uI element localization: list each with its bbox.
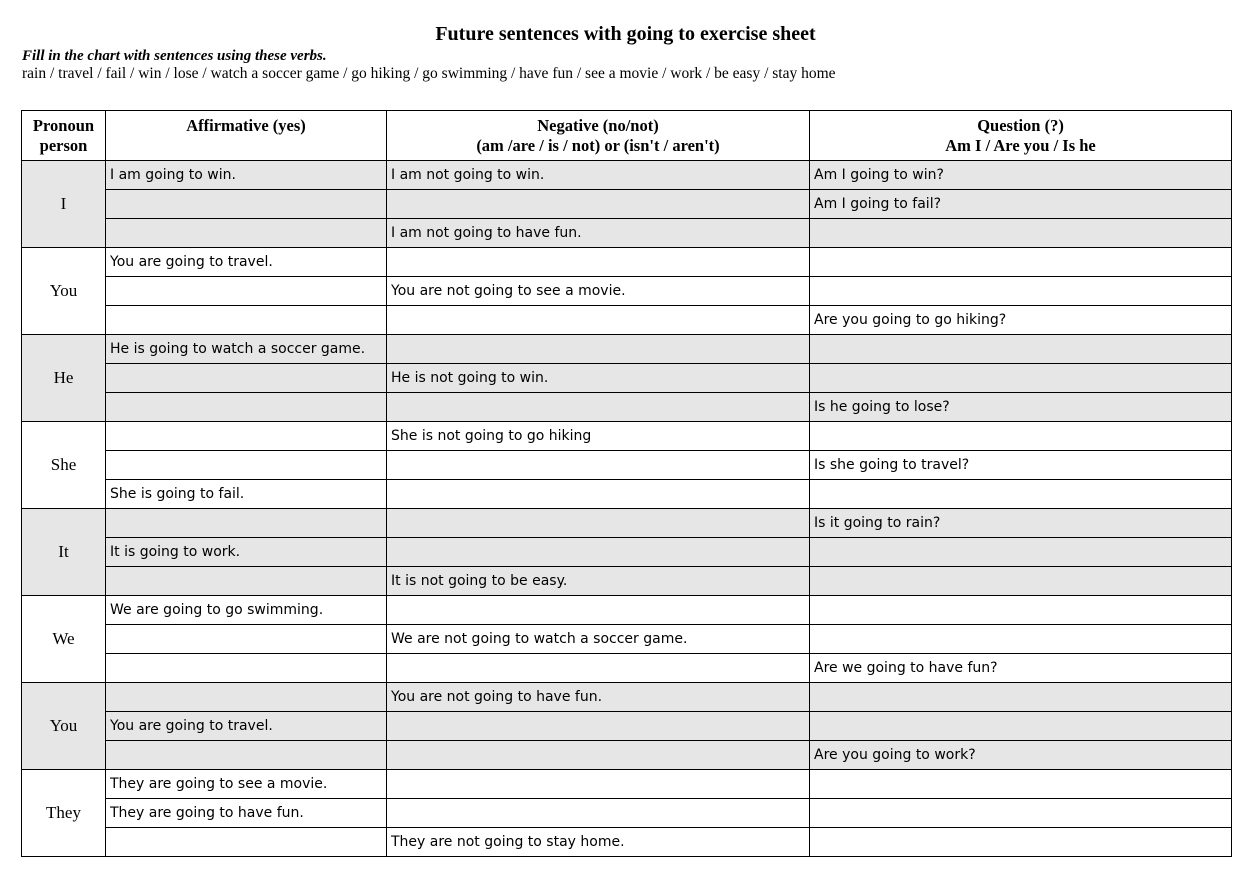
negative-cell[interactable] bbox=[387, 248, 810, 277]
negative-cell[interactable] bbox=[387, 335, 810, 364]
question-cell[interactable] bbox=[810, 248, 1232, 277]
table-row bbox=[22, 770, 1232, 799]
negative-cell[interactable] bbox=[387, 306, 810, 335]
question-cell[interactable] bbox=[810, 625, 1232, 654]
table-row bbox=[22, 654, 1232, 683]
pronoun-cell: They bbox=[22, 770, 106, 857]
negative-cell[interactable] bbox=[387, 654, 810, 683]
negative-cell[interactable] bbox=[387, 799, 810, 828]
header-affirmative: Affirmative (yes) bbox=[106, 111, 387, 161]
table-row bbox=[22, 335, 1232, 364]
affirmative-cell[interactable]: You are going to travel. bbox=[106, 712, 387, 741]
header-question-line1: Question (?) bbox=[977, 115, 1064, 135]
table-header-row bbox=[22, 111, 1232, 161]
table-row bbox=[22, 741, 1232, 770]
affirmative-cell[interactable] bbox=[106, 393, 387, 422]
question-cell[interactable] bbox=[810, 770, 1232, 799]
header-negative bbox=[387, 111, 810, 161]
pronoun-cell: You bbox=[22, 248, 106, 335]
table-row bbox=[22, 451, 1232, 480]
table-row bbox=[22, 306, 1232, 335]
pronoun-cell: She bbox=[22, 422, 106, 509]
negative-cell[interactable] bbox=[387, 741, 810, 770]
question-cell[interactable]: Am I going to fail? bbox=[810, 190, 1232, 219]
pronoun-cell: I bbox=[22, 161, 106, 248]
question-cell[interactable]: Is he going to lose? bbox=[810, 393, 1232, 422]
pronoun-cell: We bbox=[22, 596, 106, 683]
affirmative-cell[interactable]: It is going to work. bbox=[106, 538, 387, 567]
exercise-table bbox=[21, 110, 1232, 857]
negative-cell[interactable]: It is not going to be easy. bbox=[387, 567, 810, 596]
affirmative-cell[interactable]: We are going to go swimming. bbox=[106, 596, 387, 625]
table-row bbox=[22, 567, 1232, 596]
negative-cell[interactable] bbox=[387, 451, 810, 480]
pronoun-cell: It bbox=[22, 509, 106, 596]
question-cell[interactable] bbox=[810, 683, 1232, 712]
header-pronoun-line2: person bbox=[39, 135, 88, 155]
question-cell[interactable]: Is it going to rain? bbox=[810, 509, 1232, 538]
table-row bbox=[22, 190, 1232, 219]
question-cell[interactable]: Is she going to travel? bbox=[810, 451, 1232, 480]
table-row bbox=[22, 828, 1232, 857]
header-pronoun-line1: Pronoun bbox=[32, 115, 95, 135]
affirmative-cell[interactable] bbox=[106, 654, 387, 683]
header-pronoun bbox=[22, 111, 106, 161]
affirmative-cell[interactable] bbox=[106, 451, 387, 480]
question-cell[interactable]: Are we going to have fun? bbox=[810, 654, 1232, 683]
question-cell[interactable] bbox=[810, 538, 1232, 567]
page-title: Future sentences with going to exercise sheet bbox=[435, 23, 816, 45]
question-cell[interactable] bbox=[810, 712, 1232, 741]
negative-cell[interactable]: He is not going to win. bbox=[387, 364, 810, 393]
question-cell[interactable] bbox=[810, 480, 1232, 509]
table-row bbox=[22, 683, 1232, 712]
question-cell[interactable]: Are you going to work? bbox=[810, 741, 1232, 770]
question-cell[interactable] bbox=[810, 567, 1232, 596]
negative-cell[interactable] bbox=[387, 480, 810, 509]
table-row bbox=[22, 538, 1232, 567]
affirmative-cell[interactable] bbox=[106, 364, 387, 393]
affirmative-cell[interactable]: You are going to travel. bbox=[106, 248, 387, 277]
negative-cell[interactable] bbox=[387, 538, 810, 567]
affirmative-cell[interactable]: She is going to fail. bbox=[106, 480, 387, 509]
header-question bbox=[810, 111, 1232, 161]
negative-cell[interactable] bbox=[387, 509, 810, 538]
negative-cell[interactable]: We are not going to watch a soccer game. bbox=[387, 625, 810, 654]
affirmative-cell[interactable] bbox=[106, 625, 387, 654]
table-row bbox=[22, 509, 1232, 538]
pronoun-cell: You bbox=[22, 683, 106, 770]
table-row bbox=[22, 422, 1232, 451]
header-question-line2: Am I / Are you / Is he bbox=[945, 135, 1096, 155]
question-cell[interactable] bbox=[810, 828, 1232, 857]
question-cell[interactable]: Am I going to win? bbox=[810, 161, 1232, 190]
instructions-text: Fill in the chart with sentences using these verbs. bbox=[22, 48, 327, 64]
affirmative-cell[interactable]: They are going to see a movie. bbox=[106, 770, 387, 799]
table-row bbox=[22, 277, 1232, 306]
affirmative-cell[interactable]: They are going to have fun. bbox=[106, 799, 387, 828]
verb-list: rain / travel / fail / win / lose / watch a soccer game / go hiking / go swimming / have fun / see a movie / work / be easy / stay home bbox=[22, 65, 836, 82]
negative-cell[interactable]: I am not going to have fun. bbox=[387, 219, 810, 248]
negative-cell[interactable] bbox=[387, 712, 810, 741]
table-row bbox=[22, 712, 1232, 741]
affirmative-cell[interactable] bbox=[106, 567, 387, 596]
negative-cell[interactable]: She is not going to go hiking bbox=[387, 422, 810, 451]
affirmative-cell[interactable]: He is going to watch a soccer game. bbox=[106, 335, 387, 364]
affirmative-cell[interactable]: I am going to win. bbox=[106, 161, 387, 190]
affirmative-cell[interactable] bbox=[106, 422, 387, 451]
negative-cell[interactable] bbox=[387, 596, 810, 625]
question-cell[interactable] bbox=[810, 799, 1232, 828]
table-row bbox=[22, 480, 1232, 509]
header-negative-line2: (am /are / is / not) or (isn't / aren't) bbox=[476, 135, 720, 155]
affirmative-cell[interactable] bbox=[106, 741, 387, 770]
question-cell[interactable] bbox=[810, 596, 1232, 625]
pronoun-cell: He bbox=[22, 335, 106, 422]
table-row bbox=[22, 799, 1232, 828]
table-row bbox=[22, 219, 1232, 248]
negative-cell[interactable]: I am not going to win. bbox=[387, 161, 810, 190]
question-cell[interactable] bbox=[810, 364, 1232, 393]
affirmative-cell[interactable] bbox=[106, 219, 387, 248]
negative-cell[interactable]: You are not going to see a movie. bbox=[387, 277, 810, 306]
negative-cell[interactable] bbox=[387, 393, 810, 422]
question-cell[interactable]: Are you going to go hiking? bbox=[810, 306, 1232, 335]
table-row bbox=[22, 161, 1232, 190]
affirmative-cell[interactable] bbox=[106, 683, 387, 712]
negative-cell[interactable]: They are not going to stay home. bbox=[387, 828, 810, 857]
affirmative-cell[interactable] bbox=[106, 277, 387, 306]
table-body bbox=[22, 161, 1232, 857]
negative-cell[interactable]: You are not going to have fun. bbox=[387, 683, 810, 712]
negative-cell[interactable] bbox=[387, 190, 810, 219]
table-row bbox=[22, 364, 1232, 393]
affirmative-cell[interactable] bbox=[106, 190, 387, 219]
question-cell[interactable] bbox=[810, 422, 1232, 451]
header-negative-line1: Negative (no/not) bbox=[537, 115, 659, 135]
table-row bbox=[22, 596, 1232, 625]
affirmative-cell[interactable] bbox=[106, 509, 387, 538]
negative-cell[interactable] bbox=[387, 770, 810, 799]
table-row bbox=[22, 393, 1232, 422]
affirmative-cell[interactable] bbox=[106, 306, 387, 335]
question-cell[interactable] bbox=[810, 219, 1232, 248]
question-cell[interactable] bbox=[810, 277, 1232, 306]
table-row bbox=[22, 248, 1232, 277]
question-cell[interactable] bbox=[810, 335, 1232, 364]
affirmative-cell[interactable] bbox=[106, 828, 387, 857]
table-row bbox=[22, 625, 1232, 654]
